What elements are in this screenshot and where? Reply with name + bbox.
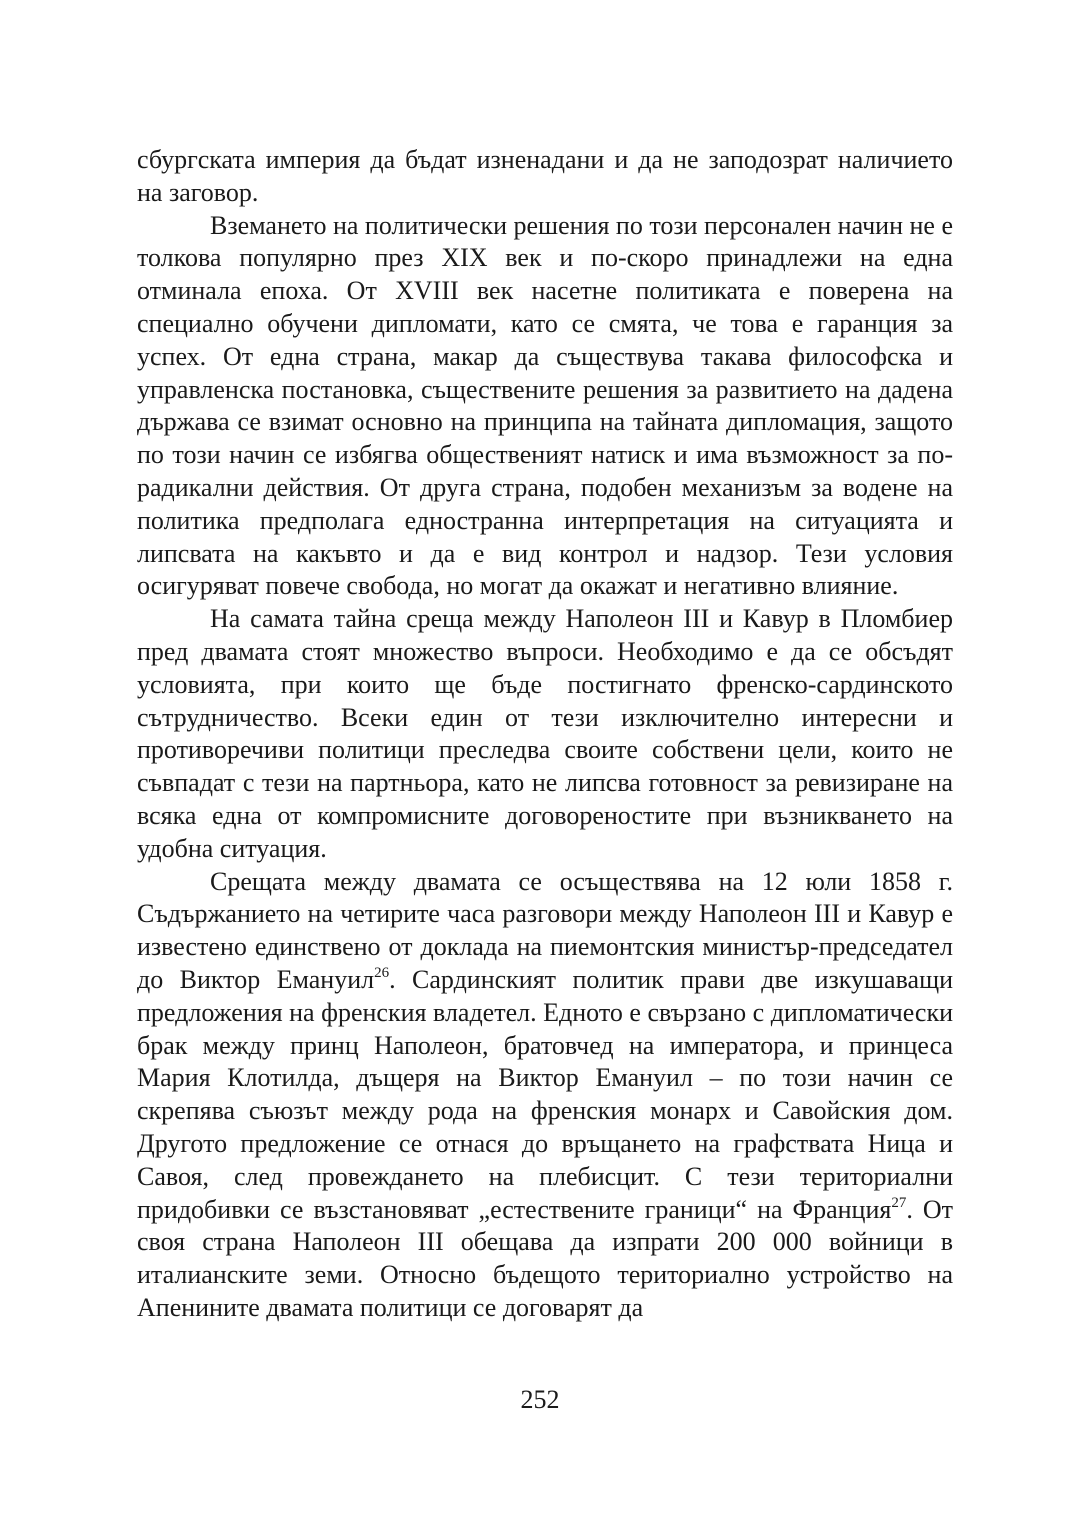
paragraph-plombieres-meeting: На самата тайна среща между Наполеон III и Кавур в Пломбиер пред двамата стоят множество въпроси. Необходимо е да се обсъдят условията, при които ще бъде постигнато френско-сардинското сътрудничество. Всеки един от тези изключително интересни и противоречиви политици преследва своите собствени цели, които не съвпадат с тези на партньора, като не липсва готовност за ревизиране на всяка една от компромисните договореностите при възникването на удобна ситуация. (137, 604, 953, 863)
page-number: 252 (520, 1385, 560, 1414)
paragraph-text-segment: Срещата между двамата се осъществява на 12 юли 1858 г. Съдържанието на четирите часа разговори между Наполеон III и Кавур е известено единствено от доклада на пиемонтския министър-председател до Виктор Емануил (137, 866, 953, 994)
footnote-ref-27[interactable]: 27 (891, 1194, 907, 1211)
footnote-ref-26[interactable]: 26 (374, 964, 390, 981)
paragraph-text-segment: . От своя страна Наполеон III обещава да изпрати 200 000 войници в италианските земи. Относно бъдещото териториално устройство на Апенините двамата политици се договарят да (137, 1194, 953, 1322)
paragraph-text-segment: . Сардинският политик прави две изкушаващи предложения на френския владетел. Едното е свързано с дипломатически брак между принц Наполеон, братовчед на императора, и принцеса Мария Клотилда, дъщеря на Виктор Емануил – по този начин се скрепява съюзът между рода на френския монарх и Савойския дом. Другото предложение се отнася до връщането на графствата Ница и Савоя, след провеждането на плебисцит. С тези териториални придобивки се възстановяват „естествените граници“ на Франция (137, 964, 954, 1224)
paragraph-continued: сбургската империя да бъдат изненадани и да не заподозрат наличието на заговор. (137, 145, 953, 207)
paragraph-political-decisions: Вземането на политически решения по този персонален начин не е толкова популярно през XIX век и по-скоро принадлежи на една отминала епоха. От XVIII век насетне политиката е поверена на специално обучени дипломати, като се смята, че това е гаранция за успех. От една страна, макар да съществува такава философска и управленска постановка, съществените решения за развитието на дадена държава се взимат основно на принципа на тайната дипломация, защото по този начин се избягва общественият натиск и има възможност за по-радикални действия. От друга страна, подобен механизъм за водене на политика предполага едностранна интерпретация на ситуацията и липсвата на какъвто и да е вид контрол и надзор. Тези условия осигуряват повече свобода, но могат да окажат и негативно влияние. (137, 210, 953, 601)
page-body (137, 144, 953, 1325)
paragraph-meeting-details (137, 866, 953, 1325)
